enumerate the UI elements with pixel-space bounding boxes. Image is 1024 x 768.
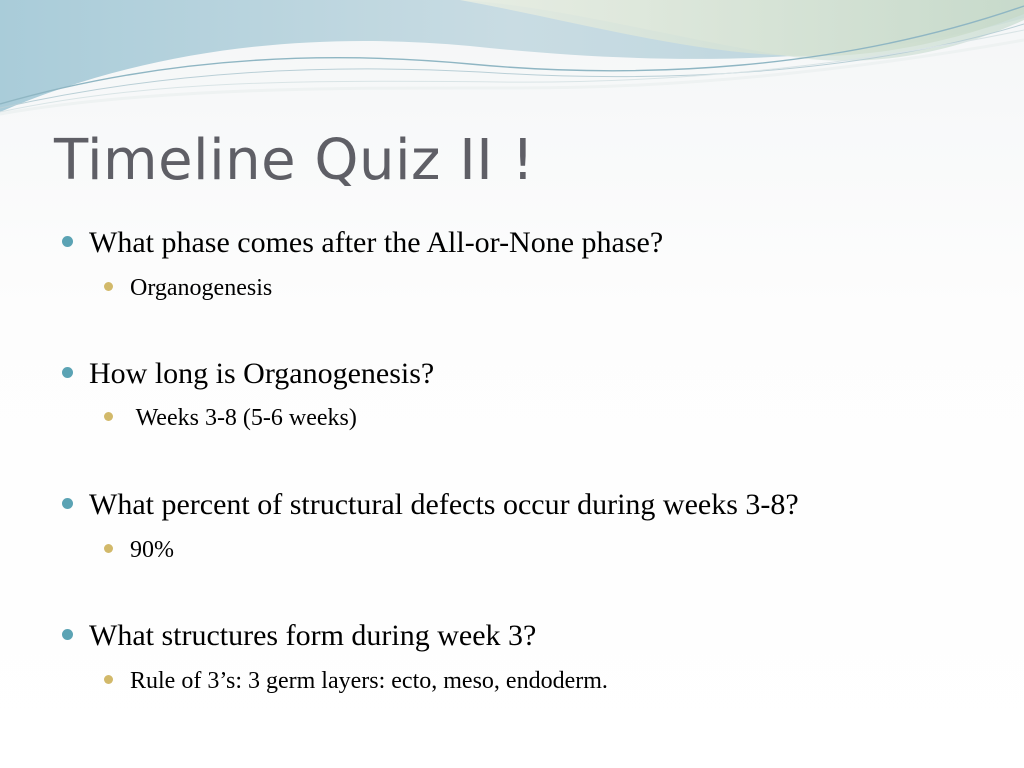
bullet-dot-icon <box>62 629 73 640</box>
bullet-dot-icon <box>104 544 113 553</box>
question-text: What percent of structural defects occur during weeks 3-8? <box>89 488 799 521</box>
question-item <box>62 488 799 522</box>
bullet-dot-icon <box>62 236 73 247</box>
answer-text: 90% <box>130 537 174 563</box>
question-text: What structures form during week 3? <box>89 619 537 652</box>
question-text: How long is Organogenesis? <box>89 357 435 390</box>
answer-item <box>104 404 357 432</box>
answer-item <box>104 274 272 302</box>
answer-item <box>104 536 174 564</box>
bullet-dot-icon <box>104 412 113 421</box>
bullet-dot-icon <box>104 282 113 291</box>
question-text: What phase comes after the All-or-None phase? <box>89 226 664 259</box>
bullet-dot-icon <box>104 675 113 684</box>
slide-title: Timeline Quiz II ! <box>54 128 535 193</box>
bullet-dot-icon <box>62 367 73 378</box>
answer-text: Rule of 3’s: 3 germ layers: ecto, meso, endoderm. <box>130 668 608 694</box>
answer-text: Weeks 3-8 (5-6 weeks) <box>130 405 357 431</box>
bullet-dot-icon <box>62 498 73 509</box>
question-item <box>62 619 536 653</box>
answer-item <box>104 667 608 695</box>
answer-text: Organogenesis <box>130 275 273 301</box>
question-item <box>62 226 663 260</box>
question-item <box>62 357 434 391</box>
